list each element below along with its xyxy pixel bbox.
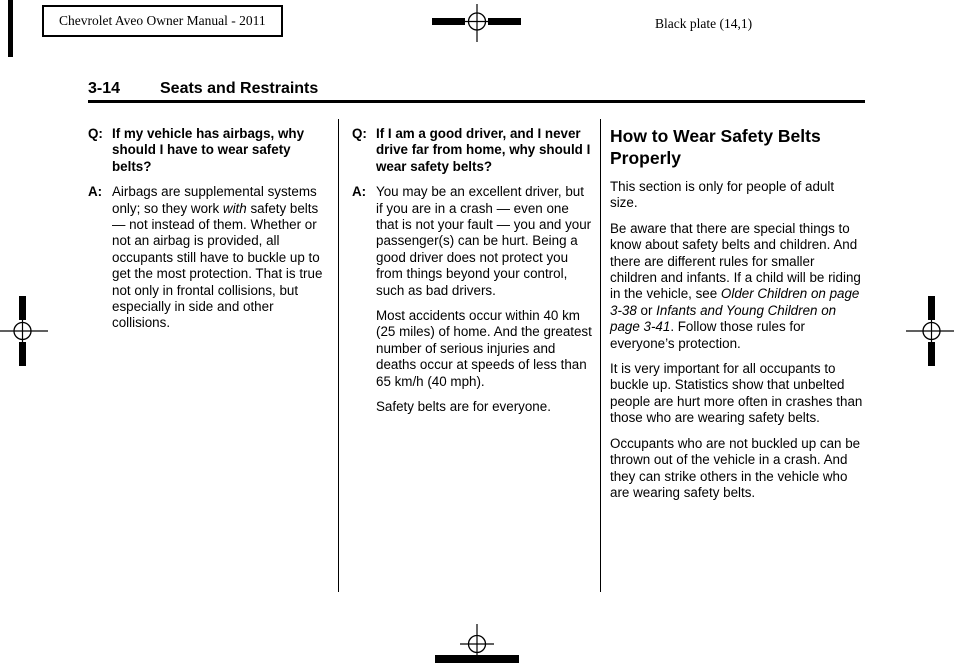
answer-text: You may be an excellent driver, but if you are in a crash — even one that is not your fault — you and your passenger(s) can be hurt. Being a good driver does not protect you from things beyond your control, such as bad drivers. [376, 184, 592, 298]
slug-box [42, 5, 283, 37]
paragraph [610, 221, 864, 352]
qa-question-block [352, 126, 592, 175]
answer-text-part: Airbags are supplemental systems only; so they work [112, 184, 317, 216]
registration-mark-bottom [425, 624, 529, 668]
crop-bar-top-left [8, 0, 13, 57]
cross-reference: Older Children on page 3-38 [610, 286, 860, 318]
section-title: Seats and Restraints [160, 80, 319, 97]
registration-mark-left [0, 296, 50, 376]
qa-answer-block [88, 184, 333, 332]
column-2 [352, 126, 592, 416]
paragraph-part: . Follow those rules for everyone’s protection. [610, 319, 806, 351]
cross-reference: Infants and Young Children on page 3-41 [610, 302, 837, 335]
registration-mark-right [904, 296, 954, 376]
a-label: A: [352, 184, 367, 200]
paragraph: This section is only for people of adult size. [610, 179, 835, 211]
q-label: Q: [352, 126, 367, 141]
question-text: If I am a good driver, and I never drive far from home, why should I wear safety belts? [376, 126, 591, 174]
column-divider-1 [338, 119, 339, 592]
qa-answer-block [352, 184, 592, 299]
answer-text-italic: with [222, 200, 247, 216]
paragraph: Most accidents occur within 40 km (25 miles) of home. And the greatest number of serious injuries and deaths occur at speeds of less than 65 km/h (40 mph). [376, 308, 592, 389]
q-label: Q: [88, 126, 103, 141]
plate-note: Black plate (14,1) [655, 16, 753, 31]
section-heading: How to Wear Safety Belts Properly [610, 126, 821, 168]
slug-text: Chevrolet Aveo Owner Manual - 2011 [59, 13, 266, 28]
a-label: A: [88, 184, 103, 200]
answer-text [112, 184, 333, 332]
paragraph-part: or [636, 302, 657, 318]
column-1 [88, 126, 333, 332]
paragraph-part: Be aware that there are special things to know about safety belts and children. And there are different rules for smaller children and infants. If a child will be riding in the vehicle, see [610, 220, 861, 302]
paragraph: Occupants who are not buckled up can be thrown out of the vehicle in a crash. And they can strike others in the vehicle who are wearing safety belts. [610, 435, 861, 500]
qa-question-block [88, 126, 333, 175]
column-divider-2 [600, 119, 601, 592]
registration-mark-top [425, 4, 529, 42]
column-3 [610, 126, 864, 501]
question-text: If my vehicle has airbags, why should I have to wear safety belts? [112, 126, 305, 174]
answer-text-part: safety belts — not instead of them. Whether or not an airbag is provided, all occupants still have to buckle up to get the most protection. That is true not only in frontal collisions, but especially in side and other collisions. [112, 200, 323, 331]
header-rule [88, 100, 865, 103]
page-number: 3-14 [88, 80, 121, 97]
paragraph: It is very important for all occupants to buckle up. Statistics show that unbelted people are hurt more often in crashes than those who are wearing safety belts. [610, 361, 863, 426]
paragraph: Safety belts are for everyone. [376, 399, 551, 415]
